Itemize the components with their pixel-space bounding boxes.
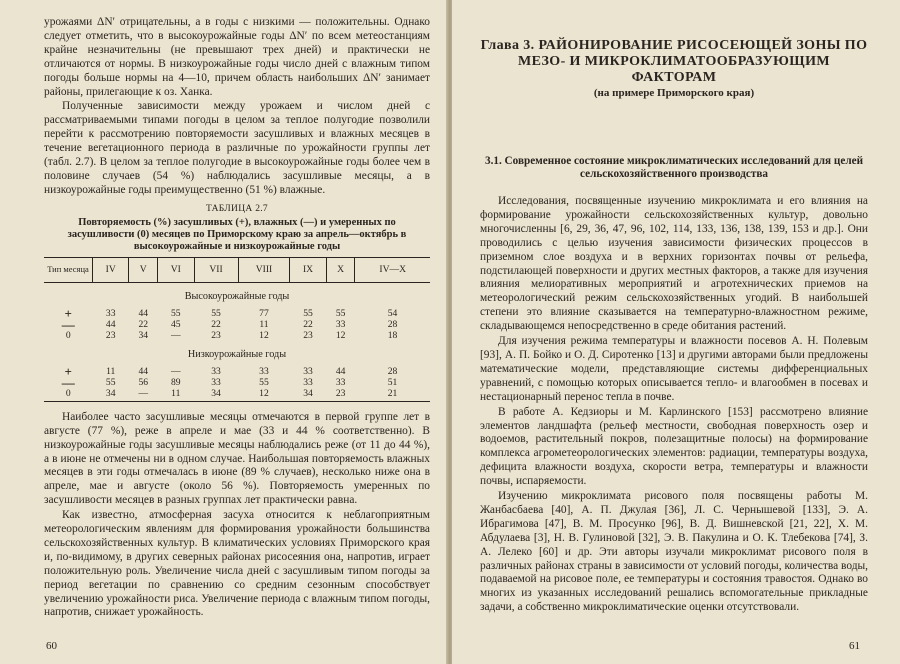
table-section-title: Высокоурожайные годы bbox=[184, 290, 290, 302]
column-header: X bbox=[326, 257, 355, 282]
data-table bbox=[44, 257, 430, 402]
right-page bbox=[452, 0, 900, 664]
section-title: 3.1. Современное состояние микроклиматических исследований для целей сельскохозяйственного производства bbox=[484, 155, 864, 180]
column-header: IV bbox=[93, 257, 129, 282]
left-page bbox=[0, 0, 448, 664]
column-header: Тип месяца bbox=[44, 257, 93, 282]
right-paragraph-2: Для изучения режима температуры и влажности посевов А. Н. Полевым [93], А. П. Бойко и О. Д. Сиротенко [13] и другими авторами были предложены математические модели, представляющие системы дифференциальных уравнений, с помощью которых описывается тепло- и влагообмен в посевах и нестационарный перенос тепла в почве. bbox=[480, 335, 868, 403]
table-label: ТАБЛИЦА 2.7 bbox=[206, 203, 268, 214]
column-header: VI bbox=[158, 257, 194, 282]
column-header: VII bbox=[194, 257, 238, 282]
left-paragraph-3: Наиболее часто засушливые месяцы отмечаются в первой группе лет в августе (77 %), реже в апреле и мае (33 и 44 % соответственно). В низкоурожайные годы засушливые месяцы наблюдались реже (от 11 до 44 %), а в июне не отмечены ни в одном случае. Наибольшая повторяемость влажных месяцев в эти годы отмечалась в июне (89 % случаев), несколько ниже она в апреле, мае и августе (около 56 %). Повторяемость умеренных по засушливости месяцев в разных группах лет практически равна. bbox=[44, 410, 430, 507]
left-paragraph-1: урожаями ΔN′ отрицательны, а в годы с низкими — положительны. Однако следует отметить, что в высокоурожайные годы ΔN′ по всем метеостанциям крайне незначительны (не превышают трех дней) и практически не отличаются от нормы. В низкоурожайные годы число дней с влажным типом погоды больше нормы на 4—10, причем область наибольших ΔN′ занимает районы, прилегающие к оз. Ханка. bbox=[44, 16, 430, 98]
column-header: IV—X bbox=[355, 257, 430, 282]
chapter-subtitle: (на примере Приморского края) bbox=[593, 87, 755, 99]
left-paragraph-2: Полученные зависимости между урожаем и числом дней с рассматриваемыми типами погоды в целом за теплое полугодие позволили перейти к рассмотрению повторяемости засушливых и влажных месяцев в течение вегетационного периода в различные по урожайности группы лет (табл. 2.7). В целом за теплое полугодие в высокоурожайные годы более чем в половине случаев (54 %) наблюдались засушливые месяцы, а в низкоурожайные годы преимущественно (51 %) влажные. bbox=[44, 100, 430, 196]
table-row: 0 23 34 — 23 12 23 12 18 bbox=[65, 329, 398, 341]
chapter-title: Глава 3. РАЙОНИРОВАНИЕ РИСОСЕЮЩЕЙ ЗОНЫ ПО МЕЗО- И МИКРОКЛИМАТООБРАЗУЮЩИМ ФАКТОРАМ bbox=[480, 38, 868, 85]
column-header: VIII bbox=[238, 257, 290, 282]
table-row: + 11 44 — 33 33 33 44 28 bbox=[64, 363, 398, 379]
table-row: 0 34 — 11 34 12 34 23 21 bbox=[44, 388, 430, 402]
page-number-left: 60 bbox=[46, 640, 57, 652]
column-header: V bbox=[129, 257, 158, 282]
right-paragraph-1: Исследования, посвященные изучению микроклимата и его влияния на формирование урожайности сельскохозяйственных культур, довольно многочисленны [6, 29, 36, 47, 96, 102, 114, 133, 136, 138, 139, 153 и др.]. Они проводились с целью изучения зависимости физических процессов в приземном слое воздуха и в верхних горизонтах почвы от рельефа, подстилающей поверхности и других местных факторов, а также для изучения влияния мелиоративных мероприятий и агротехнических приемов на метеорологический режим сельскохозяйственных угодий. В наибольшей степени это влияние сказывается на температурно-влажностном режиме, складывающемся непосредственно в среде обитания растений. bbox=[480, 195, 868, 333]
page-number-right: 61 bbox=[849, 640, 860, 652]
left-paragraph-4: Как известно, атмосферная засуха относится к неблагоприятным метеорологическим явлениям для формирования урожайности большинства сельскохозяйственных культур. В климатических условиях Приморского края и, по-видимому, в других северных районах рисосеяния она, напротив, играет положительную роль. Увеличение числа дней с засушливым типом погоды за период вегетации по сравнению со средним сезонным способствует увеличению урожайности риса. Увеличение периода с влажным типом погоды, напротив, снижает урожайность. bbox=[44, 509, 430, 619]
table-row: — 55 56 89 33 55 33 33 51 bbox=[61, 374, 398, 390]
right-paragraph-3: В работе А. Кедзиоры и М. Карлинского [153] рассмотрено влияние элементов ландшафта (рельеф местности, свободная поверхность озер и водоемов, растительный покров, полезащитные полосы) на формирование комплекса агрометеорологических элементов: радиации, температуры воздуха, дефицита влажности воздуха, скорости ветра, температуры и влажности почвы, испаряемости. bbox=[480, 405, 868, 488]
table-header-row bbox=[44, 257, 430, 282]
right-paragraph-4: Изучению микроклимата рисового поля посвящены работы М. Жанбасбаева [40], А. П. Джулая [36], Л. С. Чернышевой [133], Э. А. Ибрагимова [47], В. М. Просунко [96], В. Д. Вишневской [21, 22], Х. М. Абдулаева [3], Н. В. Гулиновой [32], Э. В. Пакулина и О. К. Тлебекова [74], З. А. Лелеко [60] и др. Эти авторы изучали микроклимат рисового поля в различных районах страны в зависимости от условий погоды, количества воды, подаваемой на рисовое поле, ее температуры и состояния травостоя. Однако во многих из указанных исследований решались вспомогательные прикладные задачи, а собственно микроклиматические оценки отсутствовали. bbox=[480, 490, 868, 614]
column-header: IX bbox=[290, 257, 326, 282]
table-section-title: Низкоурожайные годы bbox=[187, 348, 287, 360]
table-caption: Повторяемость (%) засушливых (+), влажных (—) и умеренных по засушливости (0) месяцев по Приморскому краю за апрель—октябрь в высокоурожайные и низкоурожайные годы bbox=[67, 216, 407, 252]
table-row: — 44 22 45 22 11 22 33 28 bbox=[61, 316, 398, 332]
table-row: + 33 44 55 55 77 55 55 54 bbox=[64, 305, 398, 321]
